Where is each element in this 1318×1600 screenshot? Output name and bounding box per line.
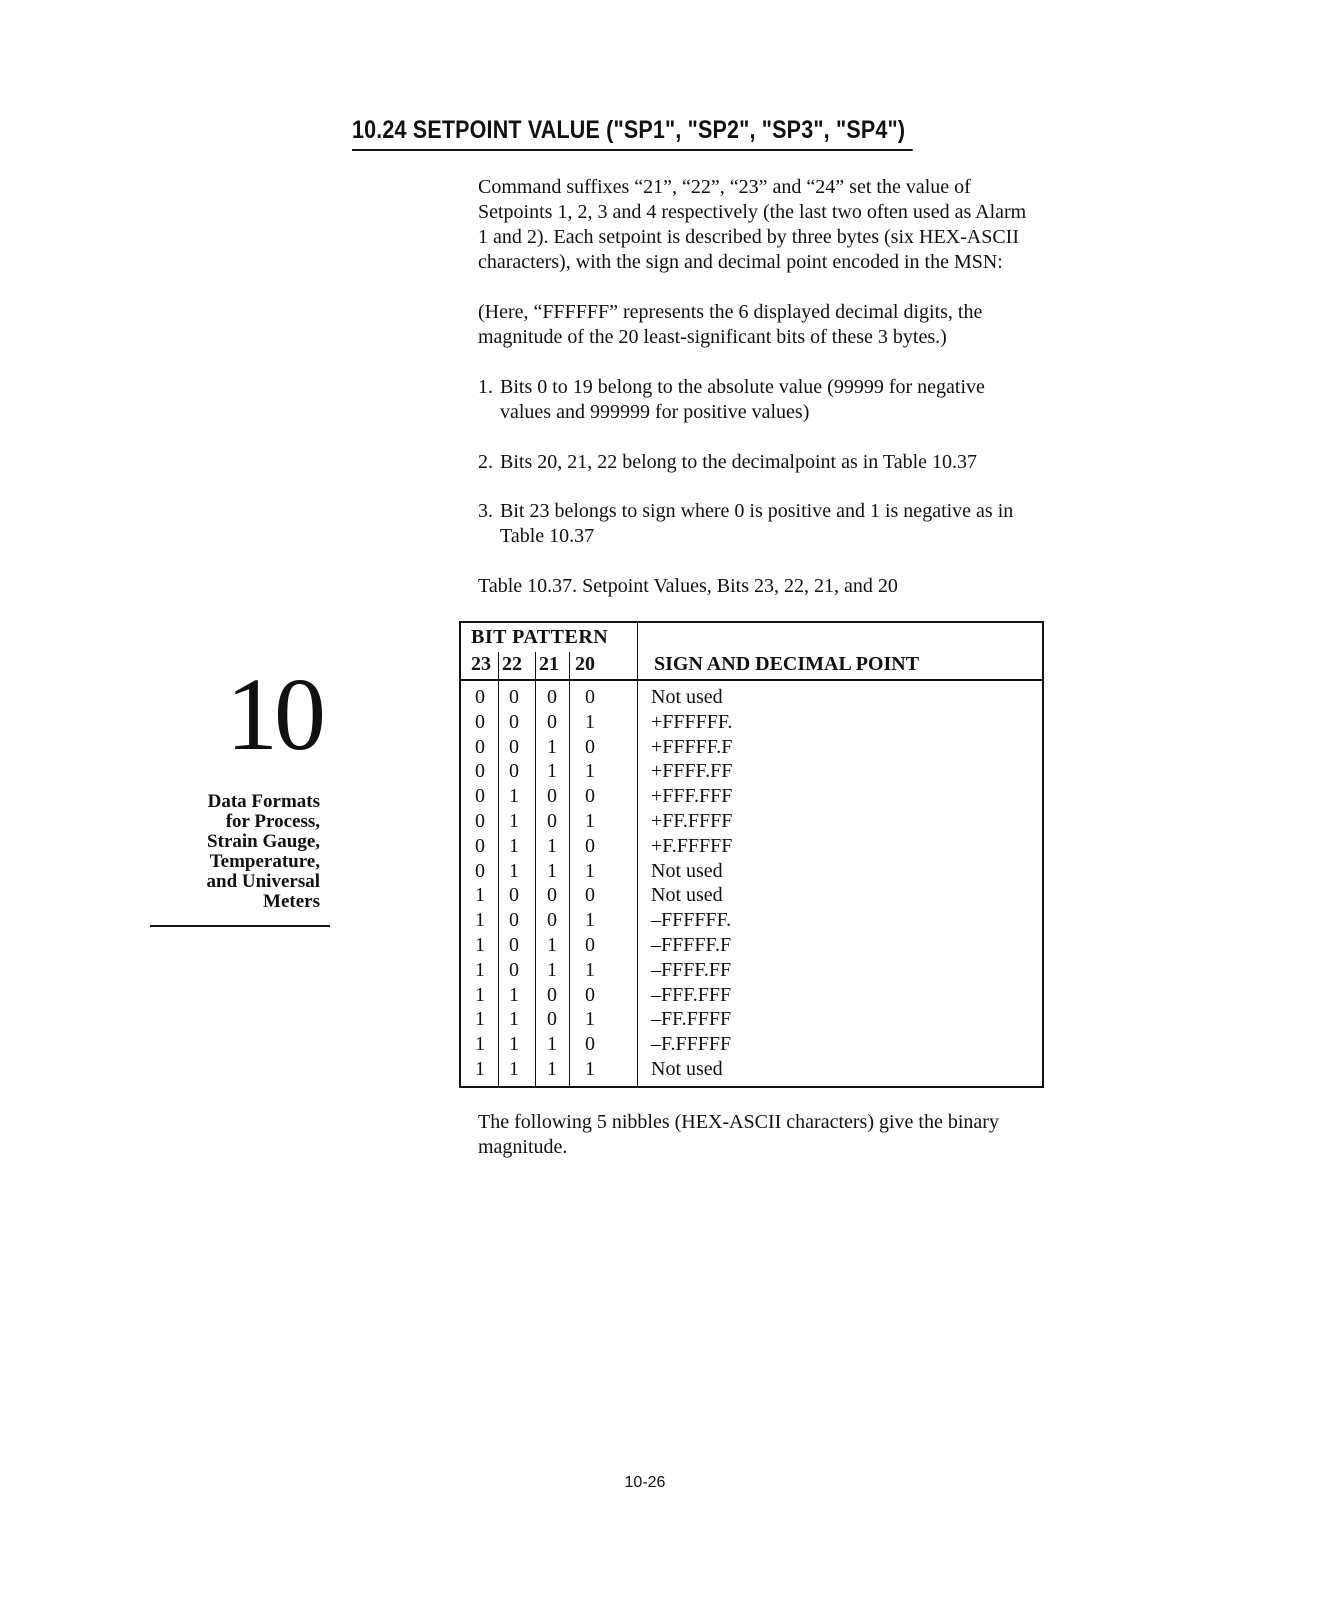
bit-cell: 0 [475, 834, 485, 857]
note-line: (Here, “FFFFFF” represents the 6 displayed decimal digits, the [478, 301, 983, 323]
bit-cell: 0 [585, 735, 595, 758]
chapter-title-line: Strain Gauge, [207, 831, 320, 852]
bit-cell: 0 [547, 710, 557, 733]
result-cell: +F.FFFFF [651, 834, 733, 857]
bit-cell: 1 [509, 785, 519, 808]
setpoint-bit-table [459, 621, 1044, 1088]
bit-cell: 0 [585, 884, 595, 907]
table-row [461, 834, 1042, 859]
result-cell: Not used [651, 859, 723, 882]
list-line: Bit 23 belongs to sign where 0 is positive and 1 is negative as in [500, 500, 1014, 522]
bit-cell: 1 [475, 884, 485, 907]
list-line: Bits 20, 21, 22 belong to the decimalpoint as in Table 10.37 [500, 451, 978, 473]
table-caption: Table 10.37. Setpoint Values, Bits 23, 22, 21, and 20 [478, 575, 898, 597]
list-text [500, 499, 1048, 549]
table-row [461, 1007, 1042, 1032]
bit-cell: 1 [585, 909, 595, 932]
intro-line: 1 and 2). Each setpoint is described by three bytes (six HEX-ASCII [478, 226, 1019, 248]
table-body [461, 685, 1042, 1082]
sign-decimal-header: SIGN AND DECIMAL POINT [654, 653, 920, 675]
bit-cell: 1 [585, 859, 595, 882]
bit-header-23: 23 [471, 653, 491, 675]
bit-cell: 1 [475, 983, 485, 1006]
bit-cell: 0 [509, 933, 519, 956]
bit-cell: 0 [585, 983, 595, 1006]
bit-cell: 0 [547, 686, 557, 708]
bit-cell: 1 [509, 983, 519, 1006]
bit-header-21: 21 [539, 653, 559, 675]
bit-cell: 1 [547, 834, 557, 857]
closing-line: magnitude. [478, 1136, 568, 1158]
bit-cell: 1 [547, 859, 557, 882]
list-text [500, 375, 1048, 425]
table-row [461, 958, 1042, 983]
intro-line: Setpoints 1, 2, 3 and 4 respectively (the last two often used as Alarm [478, 201, 1027, 223]
note-line: magnitude of the 20 least-significant bits of these 3 bytes.) [478, 326, 947, 348]
list-line: values and 999999 for positive values) [500, 401, 810, 423]
bit-cell: 0 [585, 834, 595, 857]
bit-cell: 1 [585, 760, 595, 783]
bit-cell: 1 [585, 809, 595, 832]
table-row [461, 883, 1042, 908]
list-line: Table 10.37 [500, 525, 595, 547]
table-row [461, 784, 1042, 809]
result-cell: –FF.FFFF [651, 1008, 732, 1031]
bit-cell: 1 [585, 1057, 595, 1080]
list-item-1 [478, 375, 1048, 425]
page-number: 10-26 [624, 1474, 666, 1491]
bit-cell: 0 [547, 884, 557, 907]
result-cell: –FFFFFF. [651, 909, 732, 932]
bit-cell: 0 [475, 859, 485, 882]
bit-cell: 0 [509, 760, 519, 783]
section-heading: 10.24 SETPOINT VALUE ("SP1", "SP2", "SP3", "SP4") [352, 116, 913, 151]
chapter-divider [150, 925, 330, 927]
bit-header-20: 20 [575, 653, 595, 675]
bit-cell: 0 [585, 785, 595, 808]
chapter-title-line: Data Formats [207, 791, 320, 812]
bit-cell: 0 [475, 809, 485, 832]
table-row [461, 759, 1042, 784]
list-number: 1. [478, 376, 493, 398]
table-row [461, 735, 1042, 760]
list-text [500, 450, 1048, 475]
chapter-title-line: Temperature, [209, 851, 320, 872]
bit-cell: 0 [475, 735, 485, 758]
bit-cell: 1 [547, 1057, 557, 1080]
bit-cell: 0 [509, 735, 519, 758]
bit-cell: 0 [547, 983, 557, 1006]
result-cell: –FFF.FFF [651, 983, 732, 1006]
intro-line: Command suffixes “21”, “22”, “23” and “24” set the value of [478, 176, 971, 198]
closing-line: The following 5 nibbles (HEX-ASCII characters) give the binary [478, 1111, 999, 1133]
table-row [461, 983, 1042, 1008]
result-cell: +FFFF.FF [651, 760, 733, 783]
bit-cell: 0 [585, 933, 595, 956]
bit-cell: 0 [547, 909, 557, 932]
bit-cell: 0 [547, 809, 557, 832]
intro-line: characters), with the sign and decimal point encoded in the MSN: [478, 251, 1003, 273]
chapter-title-line: and Universal [206, 871, 320, 892]
chapter-title-line: for Process, [225, 811, 320, 832]
intro-paragraph [478, 175, 1068, 275]
bit-cell: 1 [585, 958, 595, 981]
bit-cell: 1 [547, 958, 557, 981]
bit-cell: 1 [475, 1033, 485, 1056]
bit-cell: 0 [585, 1033, 595, 1056]
bit-cell: 1 [475, 1057, 485, 1080]
table-row [461, 933, 1042, 958]
bit-cell: 1 [547, 760, 557, 783]
bit-cell: 1 [585, 1008, 595, 1031]
chapter-title-line: Meters [263, 891, 320, 912]
chapter-number: 10 [226, 657, 322, 772]
bit-cell: 0 [475, 710, 485, 733]
result-cell: –FFFF.FF [651, 958, 732, 981]
list-item-2 [478, 450, 1048, 475]
result-cell: +FFFFF.F [651, 735, 733, 758]
table-row [461, 685, 1042, 710]
result-cell: Not used [651, 884, 723, 907]
list-line: Bits 0 to 19 belong to the absolute value (99999 for negative [500, 376, 985, 398]
bit-cell: 0 [547, 1008, 557, 1031]
result-cell: +FFF.FFF [651, 785, 733, 808]
bit-cell: 1 [509, 859, 519, 882]
bit-cell: 1 [475, 1008, 485, 1031]
bit-cell: 0 [509, 909, 519, 932]
bit-cell: 0 [547, 785, 557, 808]
table-row [461, 809, 1042, 834]
bit-cell: 1 [509, 809, 519, 832]
bit-cell: 0 [509, 884, 519, 907]
list-number: 2. [478, 451, 493, 473]
table-row [461, 859, 1042, 884]
bit-pattern-header: BIT PATTERN [471, 626, 609, 648]
bit-cell: 1 [547, 735, 557, 758]
list-item-3 [478, 499, 1048, 549]
bit-cell: 1 [547, 933, 557, 956]
bit-cell: 1 [509, 1033, 519, 1056]
bit-cell: 1 [509, 1057, 519, 1080]
bit-cell: 0 [509, 958, 519, 981]
bit-cell: 1 [547, 1033, 557, 1056]
bit-cell: 1 [475, 933, 485, 956]
chapter-title [150, 792, 320, 912]
note-paragraph [478, 300, 1068, 350]
table-row [461, 1032, 1042, 1057]
result-cell: Not used [651, 686, 723, 708]
bit-cell: 0 [585, 686, 595, 708]
bit-cell: 1 [509, 1008, 519, 1031]
header-divider [461, 679, 1042, 681]
result-cell: +FF.FFFF [651, 809, 733, 832]
bit-cell: 0 [475, 686, 485, 708]
closing-paragraph [478, 1110, 1068, 1160]
bit-cell: 1 [475, 909, 485, 932]
table-row [461, 710, 1042, 735]
result-cell: –FFFFF.F [651, 933, 732, 956]
bit-header-22: 22 [502, 653, 522, 675]
table-row [461, 1057, 1042, 1082]
bit-cell: 0 [509, 710, 519, 733]
bit-cell: 1 [475, 958, 485, 981]
bit-cell: 0 [475, 785, 485, 808]
list-number: 3. [478, 500, 493, 522]
table-row [461, 908, 1042, 933]
result-cell: +FFFFFF. [651, 710, 733, 733]
bit-cell: 0 [509, 686, 519, 708]
bit-cell: 1 [585, 710, 595, 733]
bit-cell: 0 [475, 760, 485, 783]
result-cell: –F.FFFFF [651, 1033, 732, 1056]
bit-cell: 1 [509, 834, 519, 857]
result-cell: Not used [651, 1057, 723, 1080]
